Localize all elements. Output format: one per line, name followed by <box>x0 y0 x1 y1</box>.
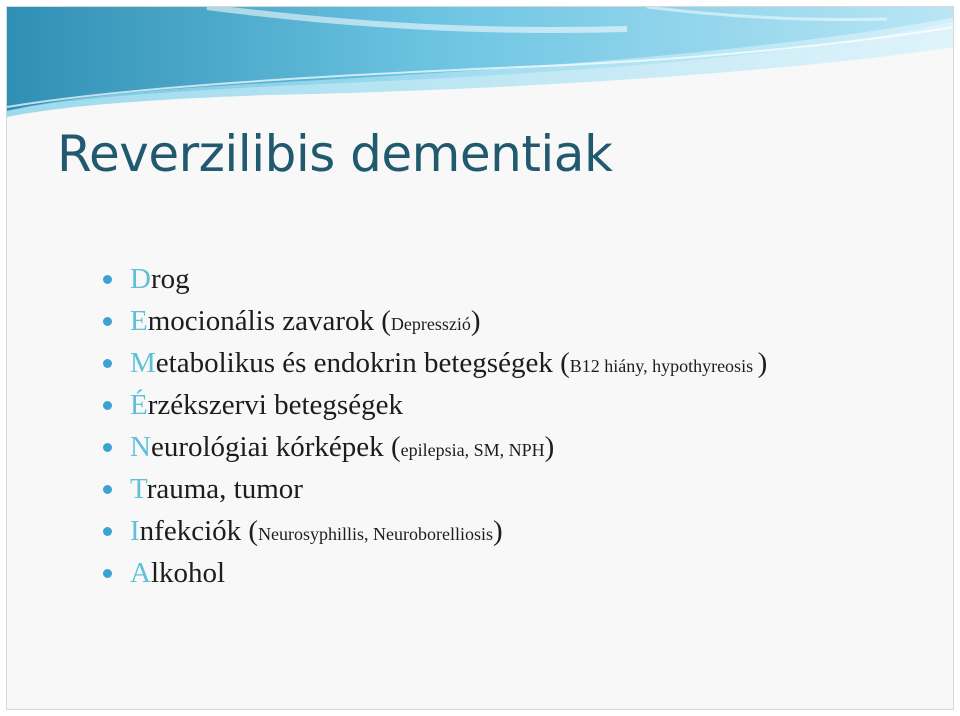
item-note: epilepsia, SM, NPH <box>400 440 545 460</box>
header-wave-decoration <box>7 7 954 117</box>
initial-letter: N <box>130 431 151 463</box>
bullet-dot-icon <box>103 443 112 452</box>
initial-letter: I <box>130 515 140 547</box>
bullet-dot-icon <box>103 527 112 536</box>
item-main-text: lkohol <box>150 557 226 589</box>
item-note: B12 hiány, hypothyreosis <box>569 356 758 376</box>
initial-letter: É <box>130 389 148 421</box>
item-note: Neurosyphillis, Neuroborelliosis <box>258 524 494 544</box>
item-note: Depresszió <box>390 314 471 334</box>
list-item-text <box>130 468 303 513</box>
list-item-text: Infekciók (Neurosyphillis, Neuroborelliosis) <box>130 515 503 547</box>
bullet-dot-icon <box>103 569 112 578</box>
bullet-dot-icon <box>103 485 112 494</box>
slide <box>6 6 954 710</box>
initial-letter: T <box>130 473 147 505</box>
bullet-dot-icon <box>103 359 112 368</box>
item-main-text: nfekciók <box>139 515 249 547</box>
list-item-text <box>130 258 190 303</box>
list-item-text: Metabolikus és endokrin betegségek (B12 hiány, hypothyreosis ) <box>130 347 768 379</box>
bullet-dot-icon <box>103 275 112 284</box>
bullet-dot-icon <box>103 401 112 410</box>
initial-letter: E <box>130 305 148 337</box>
list-item-text <box>130 552 225 597</box>
item-main-text: rog <box>150 263 190 295</box>
bullet-dot-icon <box>103 317 112 326</box>
item-main-text: rzékszervi betegségek <box>147 389 403 421</box>
initial-letter: M <box>130 347 156 379</box>
list-item-text: Emocionális zavarok (Depresszió) <box>130 305 481 337</box>
initial-letter: D <box>130 263 151 295</box>
item-main-text: mocionális zavarok <box>147 305 382 337</box>
slide-title: Reverzilibis dementiak <box>57 125 613 183</box>
item-main-text: eurológiai kórképek <box>150 431 391 463</box>
item-main-text: etabolikus és endokrin betegségek <box>155 347 561 379</box>
initial-letter: A <box>130 557 151 589</box>
list-item-text <box>130 384 403 429</box>
item-main-text: rauma, tumor <box>146 473 303 505</box>
list-item-text: Neurológiai kórképek (epilepsia, SM, NPH) <box>130 431 555 463</box>
